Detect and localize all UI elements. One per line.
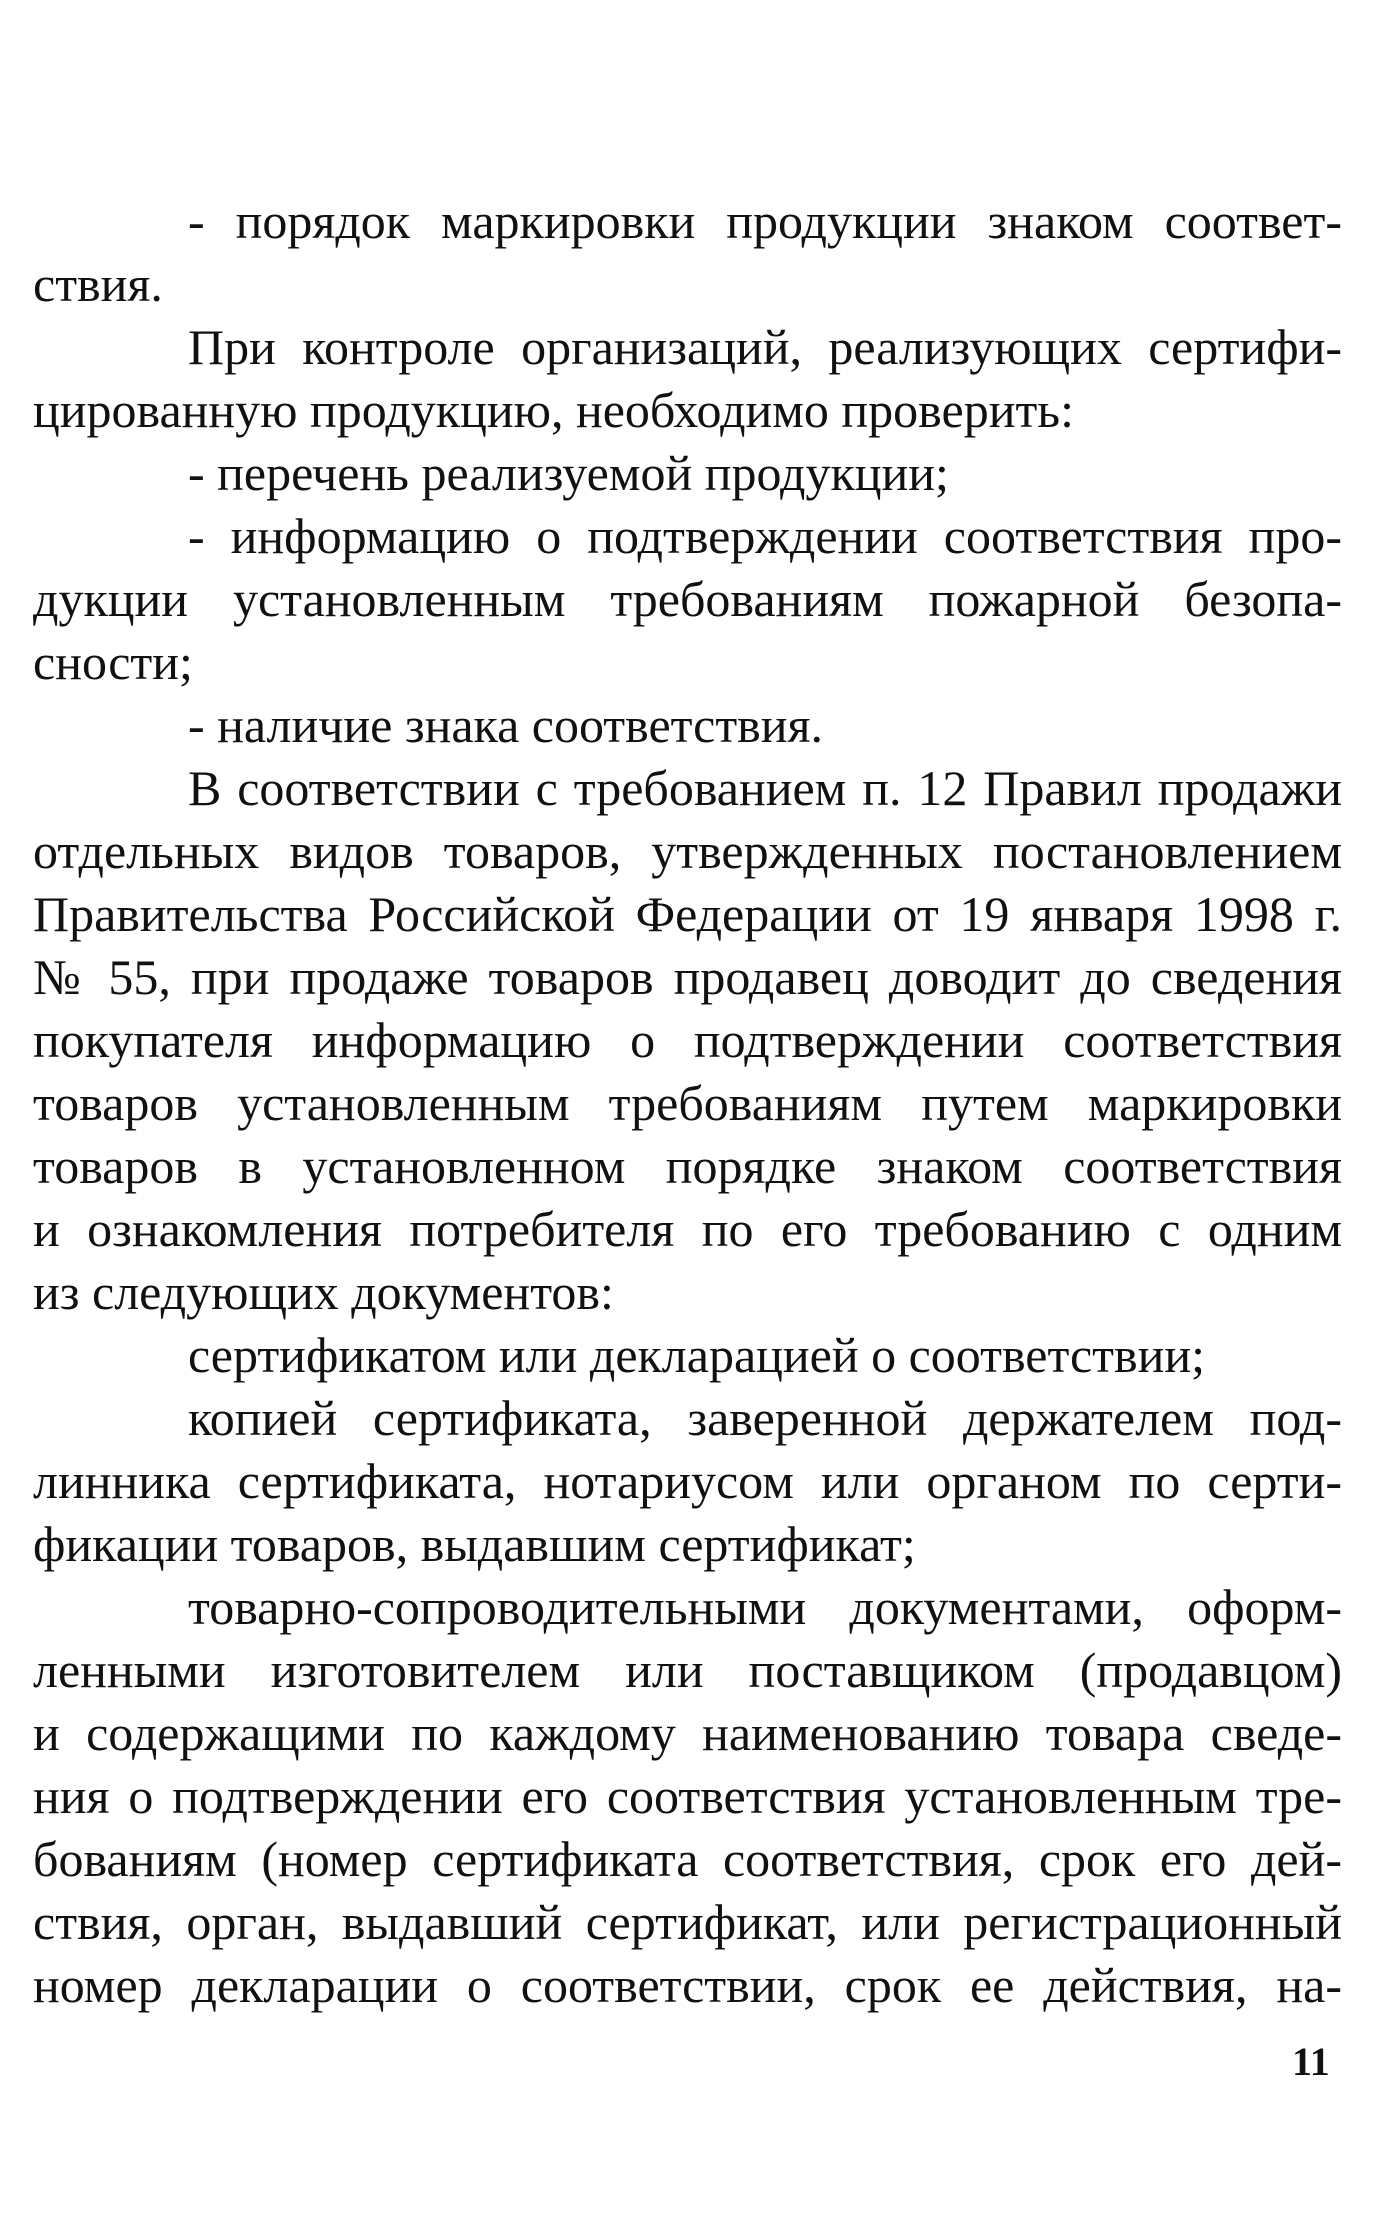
text-line: ствия.	[33, 256, 163, 312]
text-line: товаров установленным требованиям путем маркировки	[33, 1075, 1342, 1131]
text-line: № 55, при продаже товаров продавец доводит до сведения	[33, 949, 1342, 1005]
text-line: товарно-сопроводительными документами, оформ-	[188, 1579, 1342, 1635]
text-line: бованиям (номер сертификата соответствия, срок его дей-	[33, 1831, 1342, 1887]
paragraph-marking-order	[33, 190, 1342, 316]
text-line: копией сертификата, заверенной держателем под-	[188, 1390, 1342, 1446]
text-line: цированную продукцию, необходимо проверить:	[33, 382, 1074, 438]
text-line: из следующих документов:	[33, 1264, 614, 1320]
page-number: 11	[1292, 2039, 1330, 2084]
text-line: товаров в установленном порядке знаком соответствия	[33, 1138, 1342, 1194]
text-line: сертификатом или декларацией о соответствии;	[188, 1327, 1206, 1383]
text-line: - наличие знака соответствия.	[188, 697, 824, 753]
text-line: фикации товаров, выдавшим сертификат;	[33, 1516, 916, 1572]
paragraph-control-intro	[33, 316, 1342, 442]
text-line: и содержащими по каждому наименованию товара сведе-	[33, 1705, 1342, 1761]
text-line: При контроле организаций, реализующих сертифи-	[188, 319, 1342, 375]
paragraph-sales-rules	[33, 757, 1342, 1324]
body-text	[33, 190, 1342, 2017]
text-line: номер декларации о соответствии, срок ее действия, на-	[33, 1957, 1342, 2013]
text-line: покупателя информацию о подтверждении соответствия	[33, 1012, 1342, 1068]
text-line: линника сертификата, нотариусом или органом по серти-	[33, 1453, 1342, 1509]
list-item-certificate	[33, 1324, 1342, 1387]
text-line: дукции установленным требованиям пожарной безопа-	[33, 571, 1342, 627]
text-line: ния о подтверждении его соответствия установленным тре-	[33, 1768, 1342, 1824]
text-line: ленными изготовителем или поставщиком (продавцом)	[33, 1642, 1342, 1698]
text-line: Правительства Российской Федерации от 19 января 1998 г.	[33, 886, 1342, 942]
text-line: ствия, орган, выдавший сертификат, или регистрационный	[33, 1894, 1342, 1950]
text-line: - порядок маркировки продукции знаком соответ-	[188, 193, 1342, 249]
list-item-conformity-info	[33, 505, 1342, 694]
text-line: В соответствии с требованием п. 12 Правил продажи	[188, 760, 1342, 816]
list-item-shipping-documents	[33, 1576, 1342, 2017]
text-line: отдельных видов товаров, утвержденных постановлением	[33, 823, 1342, 879]
text-line: - информацию о подтверждении соответствия про-	[188, 508, 1342, 564]
list-item-certificate-copy	[33, 1387, 1342, 1576]
list-item-conformity-mark	[33, 694, 1342, 757]
text-line: - перечень реализуемой продукции;	[188, 445, 949, 501]
list-item-product-list	[33, 442, 1342, 505]
text-line: сности;	[33, 634, 193, 690]
text-line: и ознакомления потребителя по его требованию с одним	[33, 1201, 1342, 1257]
